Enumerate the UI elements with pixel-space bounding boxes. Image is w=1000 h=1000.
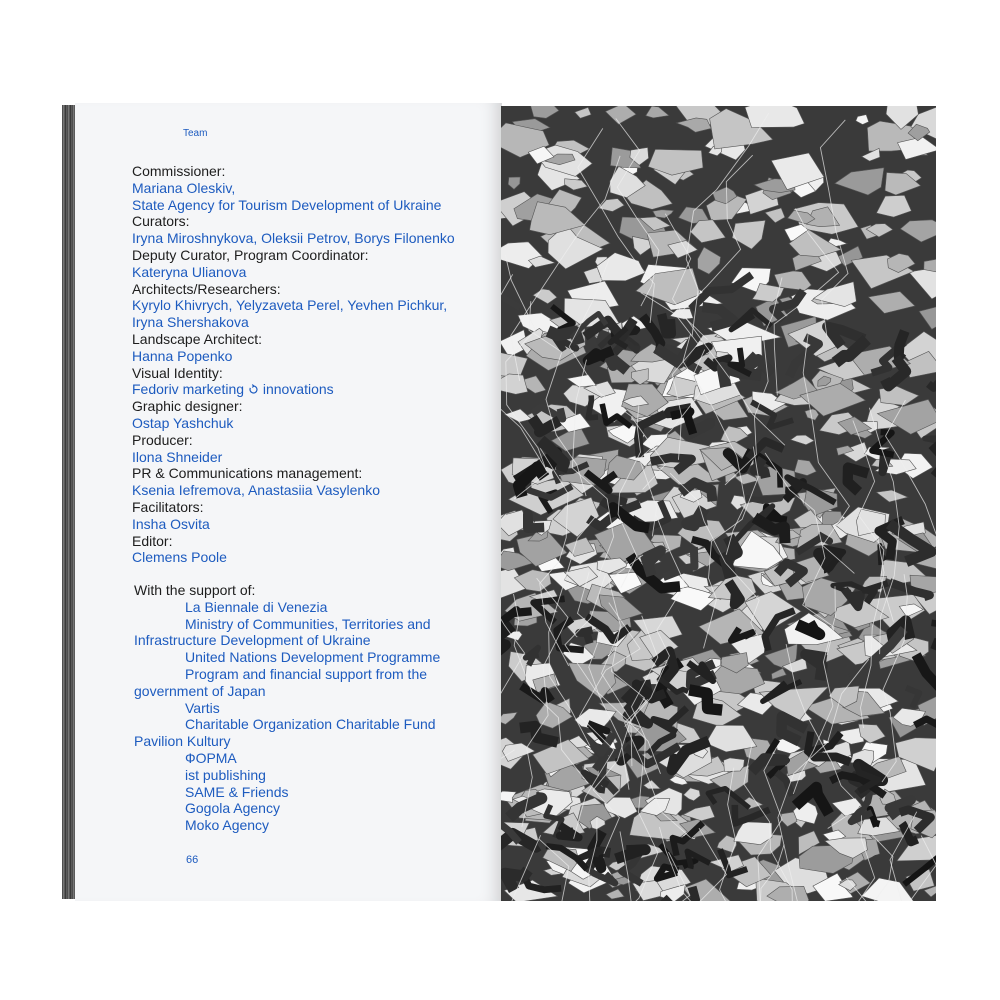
left-page [75,103,502,901]
section-header: Team [183,128,208,139]
role-label: Commissioner: [132,163,226,179]
role-label: Visual Identity: [132,364,223,381]
supporter: Charitable Organization Charitable Fund [185,716,436,733]
supporter: Ministry of Communities, Territories and [185,615,431,632]
supporter: United Nations Development Programme [185,649,441,666]
credit-name-part: innovations [262,381,334,398]
supporter-continued: Pavilion Kultury [134,733,231,750]
team-credits [132,163,492,566]
credit-name: Mariana Oleskiv, [132,179,236,196]
credit-name-part: Fedoriv marketing [132,381,245,398]
role-label: PR & Communications management: [132,465,363,482]
credit-name: Ostap Yashchuk [132,414,234,431]
supporter: ФОРМА [185,749,237,766]
supporter: La Biennale di Venezia [185,598,328,615]
supporter: Program and financial support from the [185,665,428,682]
credit-name: Iryna Miroshnykova, Oleksii Petrov, Borys Filonenko [132,230,455,247]
credit-name: State Agency for Tourism Development of Ukraine [132,196,442,213]
supporter-continued: government of Japan [134,682,266,699]
credit-name: Kyrylo Khivrych, Yelyzaveta Perel, Yevhen Pichkur, [132,297,448,314]
open-book [62,103,936,901]
supporter: Vartis [185,699,220,716]
role-label: Curators: [132,213,190,230]
support-list [134,582,494,834]
credit-name: Clemens Poole [132,549,227,566]
credit-name: Kateryna Ulianova [132,263,247,280]
role-label: Deputy Curator, Program Coordinator: [132,246,369,263]
role-label: Landscape Architect: [132,330,262,347]
credit-name: Insha Osvita [132,515,210,532]
supporter-continued: Infrastructure Development of Ukraine [134,632,371,649]
role-label: Editor: [132,532,173,549]
credit-name: Ilona Shneider [132,448,223,465]
credit-name: Ksenia Iefremova, Anastasiia Vasylenko [132,482,380,499]
credit-name: Iryna Shershakova [132,314,249,331]
loop-arrow-icon [248,384,259,395]
right-page-photo [501,106,936,901]
support-heading: With the support of: [134,582,256,598]
supporter: SAME & Friends [185,783,289,800]
supporter: ist publishing [185,766,266,783]
role-label: Graphic designer: [132,398,243,415]
supporter: Moko Agency [185,817,270,834]
role-label: Architects/Researchers: [132,280,281,297]
credit-name: Hanna Popenko [132,347,233,364]
credit-name-visual-identity [132,381,492,398]
role-label: Producer: [132,431,193,448]
textile-photo [501,106,936,901]
page-number: 66 [186,854,199,866]
supporter: Gogola Agency [185,800,280,817]
role-label: Facilitators: [132,498,204,515]
